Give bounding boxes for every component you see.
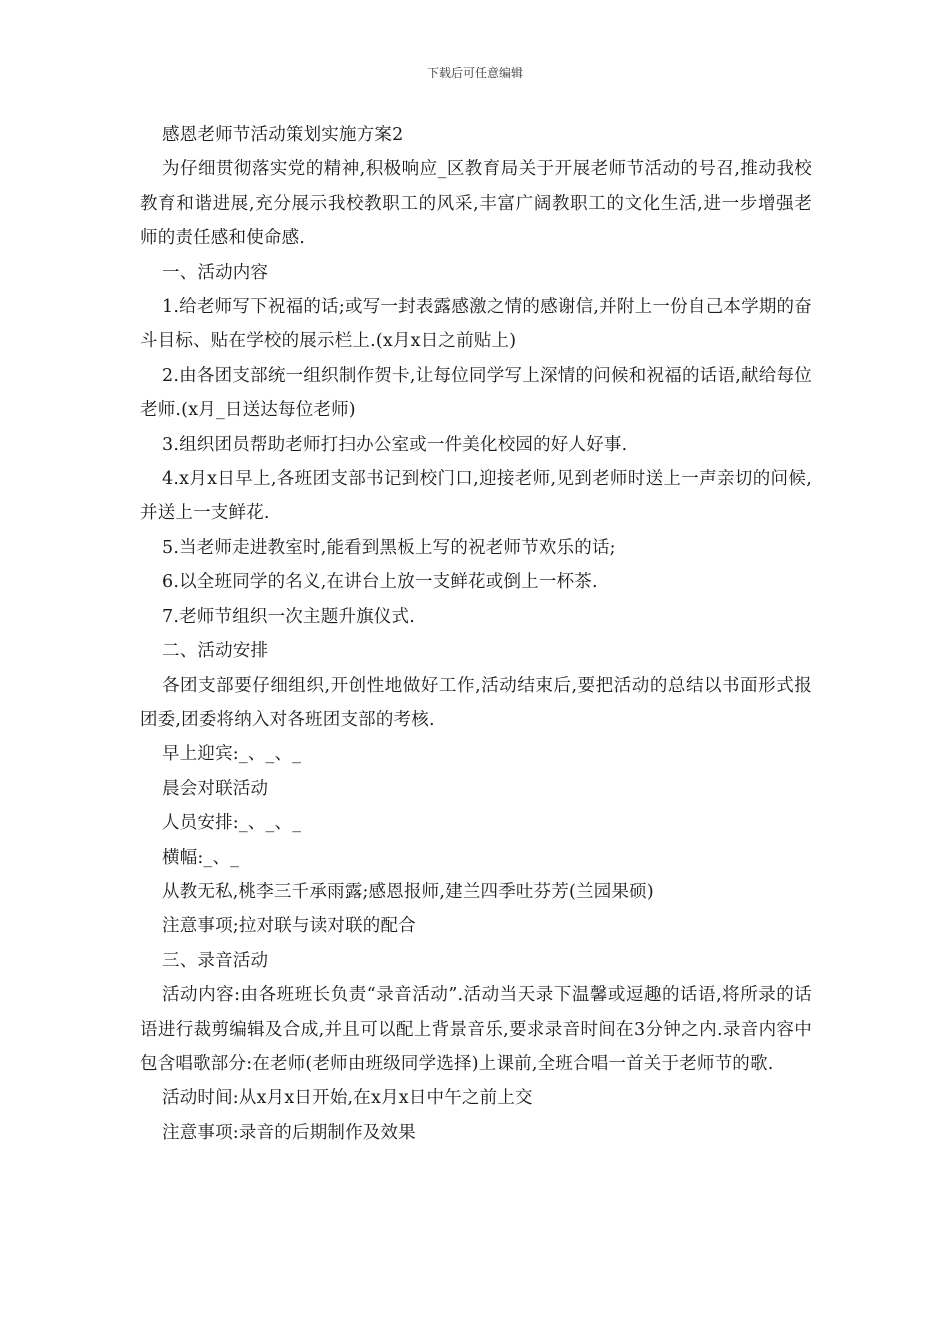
paragraph: 从教无私,桃李三千承雨露;感恩报师,建兰四季吐芬芳(兰园果硕) xyxy=(162,881,654,902)
list-item: 2.由各团支部统一组织制作贺卡,让每位同学写上深情的问候和祝福的话语,献给每位老师.(x月_日送达每位老师) xyxy=(140,365,812,421)
paragraph: 活动时间:从x月x日开始,在x月x日中午之前上交 xyxy=(162,1088,533,1109)
paragraph: 早上迎宾:_、_、_ xyxy=(162,744,302,765)
list-item: 5.当老师走进教室时,能看到黑板上写的祝老师节欢乐的话; xyxy=(162,537,616,558)
paragraph: 晨会对联活动 xyxy=(162,778,269,799)
page-header: 下载后可任意编辑 xyxy=(426,66,523,80)
paragraph: 注意事项:录音的后期制作及效果 xyxy=(162,1122,416,1143)
paragraph: 人员安排:_、_、_ xyxy=(162,813,302,834)
paragraph: 横幅:_、_ xyxy=(162,847,240,868)
section-heading-activity-content: 一、活动内容 xyxy=(162,262,269,283)
section-heading-recording-activity: 三、录音活动 xyxy=(162,950,269,971)
list-item: 3.组织团员帮助老师打扫办公室或一件美化校园的好人好事. xyxy=(162,434,628,455)
paragraph: 注意事项;拉对联与读对联的配合 xyxy=(162,916,416,937)
document-title: 感恩老师节活动策划实施方案2 xyxy=(162,125,404,145)
document-body xyxy=(140,118,812,1150)
list-item: 4.x月x日早上,各班团支部书记到校门口,迎接老师,见到老师时送上一声亲切的问候,并送上一支鲜花. xyxy=(140,469,812,524)
section-heading-activity-arrangement: 二、活动安排 xyxy=(162,641,269,662)
intro-paragraph: 为仔细贯彻落实党的精神,积极响应_区教育局关于开展老师节活动的号召,推动我校教育和谐进展,充分展示我校教职工的风采,丰富广阔教职工的文化生活,进一步增强老师的责任感和使命感. xyxy=(140,159,812,249)
list-item: 7.老师节组织一次主题升旗仪式. xyxy=(162,606,415,627)
paragraph: 各团支部要仔细组织,开创性地做好工作,活动结束后,要把活动的总结以书面形式报团委,团委将纳入对各班团支部的考核. xyxy=(140,675,812,730)
list-item: 1.给老师写下祝福的话;或写一封表露感激之情的感谢信,并附上一份自己本学期的奋斗目标、贴在学校的展示栏上.(x月x日之前贴上) xyxy=(140,297,812,352)
paragraph: 活动内容:由各班班长负责“录音活动”.活动当天录下温馨或逗趣的话语,将所录的话语进行裁剪编辑及合成,并且可以配上背景音乐,要求录音时间在3分钟之内.录音内容中包含唱歌部分:在老师(老师由班级同学选择)上课前,全班合唱一首关于老师节的歌. xyxy=(140,985,812,1074)
list-item: 6.以全班同学的名义,在讲台上放一支鲜花或倒上一杯茶. xyxy=(162,572,598,593)
